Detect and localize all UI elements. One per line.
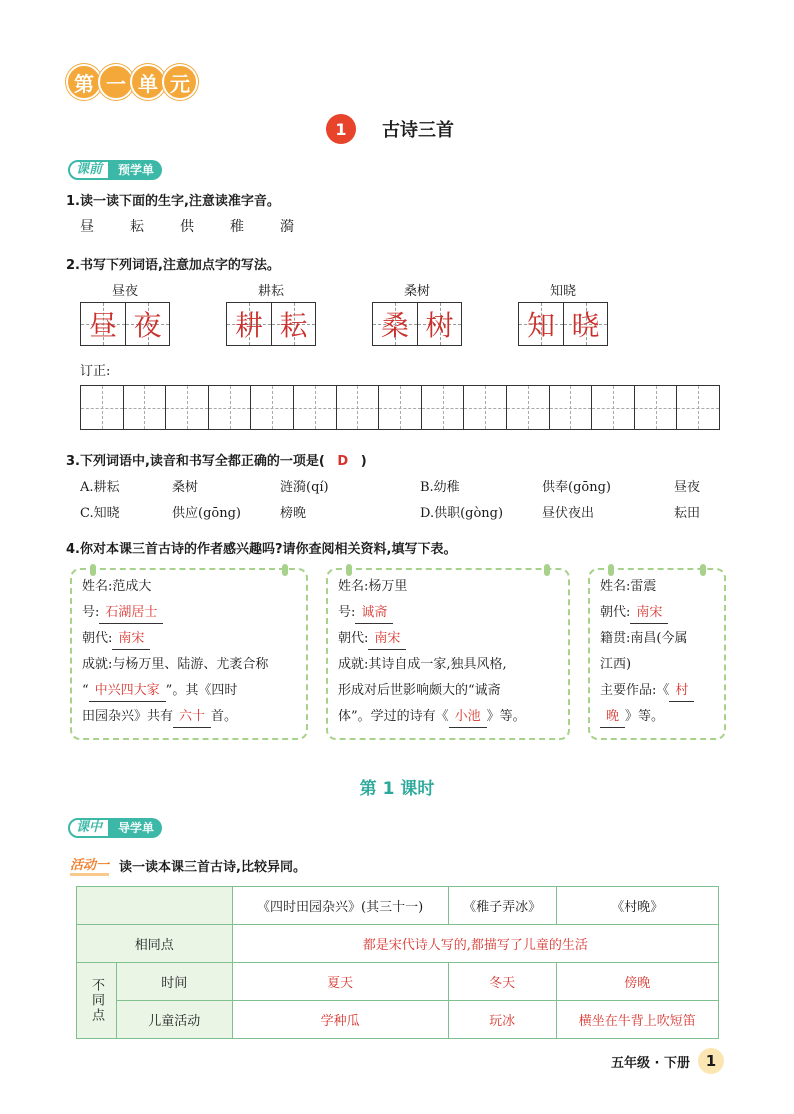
lesson-name: 古诗三首 <box>382 120 454 141</box>
character: 供 <box>180 219 194 235</box>
section-tag: 课前 <box>68 160 110 180</box>
fill-poem: 村 <box>669 681 694 702</box>
question-2: 2.书写下列词语,注意加点字的写法。 <box>66 258 280 273</box>
written-char: 耕 <box>234 309 263 342</box>
option-text: D.供职(gòng) <box>420 506 504 521</box>
unit-badge <box>66 64 194 100</box>
question-3-text: 3.下列词语中,读音和书写全都正确的一项是( <box>66 454 325 469</box>
author-card-fan <box>70 568 308 740</box>
lesson-number: 1 <box>326 114 356 144</box>
header-cell <box>77 887 233 925</box>
row-label: 儿童活动 <box>117 1001 233 1039</box>
option-text: 涟漪(qí) <box>280 480 329 495</box>
written-char: 夜 <box>133 309 162 342</box>
word-label: 昼夜 <box>111 284 138 299</box>
fill-poem: 小池 <box>449 707 487 728</box>
answer-cell: 都是宋代诗人写的,都描写了儿童的生活 <box>232 925 718 963</box>
answer-cell: 冬天 <box>448 963 556 1001</box>
new-characters <box>80 216 330 236</box>
page-footer <box>611 1048 724 1074</box>
written-char: 知 <box>526 309 555 342</box>
word-box <box>518 280 608 346</box>
option-text: 供奉(gōng) <box>542 480 611 495</box>
author-card-lei <box>588 568 726 740</box>
character: 昼 <box>80 219 94 235</box>
pre-class-section <box>68 160 162 180</box>
question-4: 4.你对本课三首古诗的作者感兴趣吗?请你查阅相关资料,填写下表。 <box>66 542 457 557</box>
field-label: 主要作品:《 <box>600 683 670 698</box>
option-text: 桑树 <box>172 480 199 495</box>
header-cell: 《稚子弄冰》 <box>448 887 556 925</box>
unit-char: 单 <box>130 64 166 100</box>
section-label: 导学单 <box>110 818 162 838</box>
option-text: A.耕耘 <box>80 480 120 495</box>
word-box <box>80 280 170 346</box>
option-text: 昼伏夜出 <box>542 506 595 521</box>
section-tag: 课中 <box>68 818 110 838</box>
text: 》等。 <box>486 709 526 724</box>
field-label: 朝代: <box>600 605 631 620</box>
lesson-title <box>326 114 454 144</box>
achievement: 成就:与杨万里、陆游、尤袤合称 <box>82 657 269 672</box>
fill-hao: 诚斋 <box>355 603 393 624</box>
fill-poem: 晚 <box>600 707 625 728</box>
correction-label: 订正: <box>80 364 111 379</box>
written-char: 昼 <box>88 309 117 342</box>
header-cell: 《四时田园杂兴》(其三十一) <box>232 887 448 925</box>
section-label: 预学单 <box>110 160 162 180</box>
written-char: 耘 <box>279 309 308 342</box>
activity-text: 读一读本课三首古诗,比较异同。 <box>119 859 306 875</box>
field-label: 号: <box>82 605 100 620</box>
text: 首。 <box>211 709 238 724</box>
row-label: 不同点 <box>77 963 117 1039</box>
option-text: B.幼稚 <box>420 480 460 495</box>
author-name: 姓名:范成大 <box>82 579 152 594</box>
word-label: 桑树 <box>403 284 430 299</box>
answer-cell: 夏天 <box>232 963 448 1001</box>
author-card-yang <box>326 568 570 740</box>
grade-label: 五年级 · 下册 <box>611 1055 690 1071</box>
row-label: 时间 <box>117 963 233 1001</box>
text: 田园杂兴》共有 <box>82 709 174 724</box>
field-label: 朝代: <box>338 631 369 646</box>
activity-heading <box>70 854 306 876</box>
word-box <box>226 280 316 346</box>
question-3-answer: D <box>337 454 349 469</box>
text: 体”。学过的诗有《 <box>338 709 449 724</box>
author-name: 姓名:雷震 <box>600 579 657 594</box>
fill-dynasty: 南宋 <box>112 629 150 650</box>
quote-open: “ <box>82 683 89 698</box>
achievement: 形成对后世影响颇大的“诚斋 <box>338 683 501 698</box>
option-text: 供应(gōng) <box>172 506 241 521</box>
origin: 籍贯:南昌(今属 <box>600 631 688 646</box>
in-class-section <box>68 818 162 838</box>
written-char: 树 <box>425 309 454 342</box>
author-name: 姓名:杨万里 <box>338 579 408 594</box>
question-3 <box>66 450 367 469</box>
field-label: 号: <box>338 605 356 620</box>
option-text: 耘田 <box>674 506 701 521</box>
origin: 江西) <box>600 657 632 672</box>
word-label: 耕耘 <box>257 284 284 299</box>
field-label: 朝代: <box>82 631 113 646</box>
answer-cell: 学种瓜 <box>232 1001 448 1039</box>
fill-count: 六十 <box>173 707 211 728</box>
row-label: 相同点 <box>77 925 233 963</box>
comparison-table <box>76 886 719 1039</box>
text: 》等。 <box>625 709 665 724</box>
header-cell: 《村晚》 <box>556 887 718 925</box>
unit-char: 元 <box>162 64 198 100</box>
fill-title: 中兴四大家 <box>89 681 166 702</box>
character: 耘 <box>130 219 144 235</box>
character: 稚 <box>230 219 244 235</box>
unit-char: 第 <box>66 64 102 100</box>
activity-tag: 活动一 <box>70 854 109 876</box>
question-1: 1.读一读下面的生字,注意读准字音。 <box>66 194 280 209</box>
character: 漪 <box>280 219 294 235</box>
fill-hao: 石湖居士 <box>99 603 163 624</box>
correction-grid[interactable] <box>80 385 720 430</box>
answer-cell: 横坐在牛背上吹短笛 <box>556 1001 718 1039</box>
achievement: 成就:其诗自成一家,独具风格, <box>338 657 507 672</box>
fill-dynasty: 南宋 <box>368 629 406 650</box>
option-text: 昼夜 <box>674 480 701 495</box>
word-box <box>372 280 462 346</box>
quote-close: ”。其《四时 <box>165 683 238 698</box>
word-label: 知晓 <box>549 284 576 299</box>
answer-cell: 傍晚 <box>556 963 718 1001</box>
written-char: 晓 <box>571 309 600 342</box>
answer-cell: 玩冰 <box>448 1001 556 1039</box>
option-text: 榜晚 <box>280 506 307 521</box>
fill-dynasty: 南宋 <box>630 603 668 624</box>
period-title: 第 1 课时 <box>359 779 435 799</box>
option-text: C.知晓 <box>80 506 120 521</box>
question-3-close: ) <box>360 454 367 469</box>
written-char: 桑 <box>380 309 409 342</box>
page-number: 1 <box>698 1048 724 1074</box>
unit-char: 一 <box>98 64 134 100</box>
